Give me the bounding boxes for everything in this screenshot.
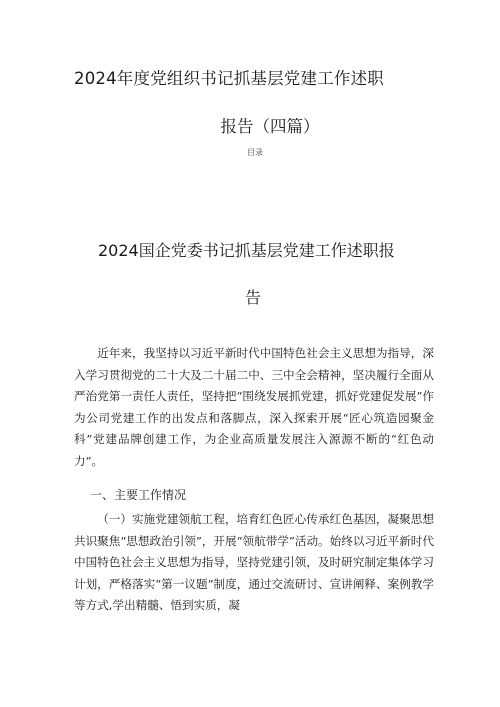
document-title-line-2: 报告（四篇）: [220, 117, 320, 136]
intro-paragraph: 近年来，我坚持以习近平新时代中国特色社会主义思想为指导，深入学习贯彻党的二十大及二十届二中、三中全会精神，坚决履行全面从严治党第一责任人责任，坚持把“围绕发展抓党建，抓好党建促发展”作为公司党建工作的出发点和落脚点，深入探索开展“匠心筑造园聚金科”党建品牌创建工作，为企业高质量发展注入源源不断的“红色动力”。: [74, 346, 434, 468]
intro-paragraph-block: [74, 343, 434, 473]
section-heading: 一、主要工作情况: [90, 488, 187, 502]
section-paragraph: （一）实施党建领航工程，培育红色匠心传承红色基因，凝聚思想共识聚焦“思想政治引领”，开展“领航带学”活动。始终以习近平新时代中国特色社会主义思想为指导，坚持党建引领，及时研究制定集体学习计划，严格落实“第一议题”制度，通过交流研讨、宣讲阐释、案例教学等方式,学出精髓、悟到实质，凝: [74, 512, 434, 613]
article-title-line-1: 2024国企党委书记抓基层党建工作述职报: [98, 241, 395, 260]
article-title-line-2: 告: [244, 288, 261, 307]
document-title-line-1: 2024年度党组织书记抓基层党建工作述职: [74, 69, 384, 88]
table-of-contents-label: 目录: [247, 148, 263, 157]
section-paragraph-block: [74, 509, 434, 617]
